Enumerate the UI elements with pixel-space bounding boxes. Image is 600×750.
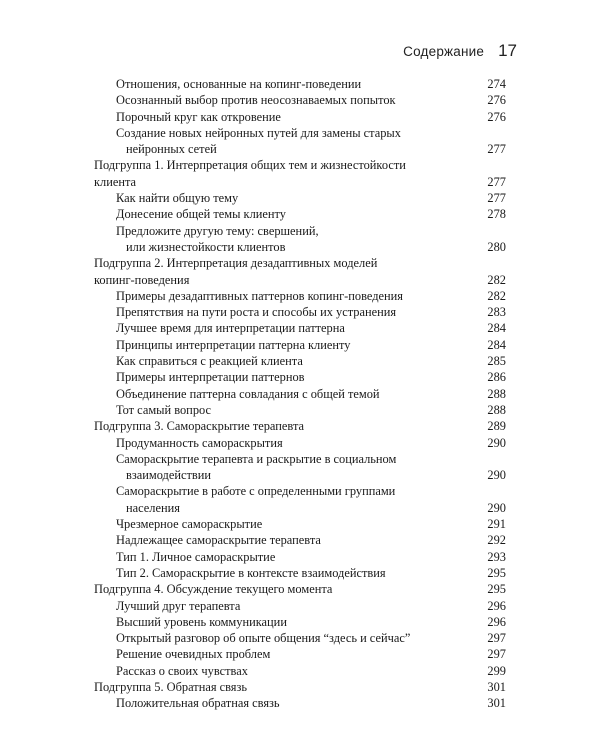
toc-entry-title [116, 646, 472, 662]
toc-entry-title-line: Тип 2. Самораскрытие в контексте взаимодействия [116, 565, 386, 580]
toc-section [94, 255, 506, 288]
toc-entry-title [116, 549, 472, 565]
toc-entry-page: 297 [487, 631, 506, 646]
toc-entry-title-line: Порочный круг как откровение [116, 109, 281, 124]
toc-entry-title-line: Чрезмерное самораскрытие [116, 517, 263, 532]
toc-entry-title-line: Самораскрытие в работе с определенными группами [116, 484, 396, 499]
toc-entry-page: 289 [487, 419, 506, 434]
toc-subsection [94, 549, 506, 565]
toc-entry-title [116, 483, 472, 516]
toc-entry-title-line: Осознанный выбор против неосознаваемых попыток [116, 93, 396, 108]
toc-subsection [94, 223, 506, 256]
toc-entry-page: 295 [487, 565, 506, 580]
toc-subsection [94, 532, 506, 548]
toc-entry-page: 288 [487, 402, 506, 417]
toc-entry-title [116, 337, 472, 353]
toc-entry-title-line: Принципы интерпретации паттерна клиенту [116, 337, 351, 352]
toc-subsection [94, 76, 506, 92]
toc-entry-page: 277 [487, 142, 506, 157]
toc-entry-title-line: Отношения, основанные на копинг-поведении [116, 77, 362, 91]
toc-entry-title-line: Подгруппа 5. Обратная связь [94, 679, 248, 694]
toc-entry-page: 290 [487, 468, 506, 483]
toc-entry-title-line: Тип 1. Личное самораскрытие [116, 549, 276, 564]
toc-entry-title [116, 76, 472, 92]
toc-entry-title [116, 695, 472, 711]
toc-entry-page: 299 [487, 663, 506, 678]
toc-entry-title [116, 386, 472, 402]
toc-entry-title-line: Подгруппа 2. Интерпретация дезадаптивных моделей [94, 256, 378, 271]
toc-subsection [94, 125, 506, 158]
toc-entry-page: 285 [487, 354, 506, 369]
toc-entry-title-line: Тот самый вопрос [116, 402, 212, 417]
toc-entry-title [116, 190, 472, 206]
toc-entry-page: 290 [487, 500, 506, 515]
toc-section [94, 679, 506, 695]
toc-subsection [94, 337, 506, 353]
toc-entry-title-line: Самораскрытие терапевта и раскрытие в социальном [116, 451, 397, 466]
toc-subsection [94, 695, 506, 711]
toc-entry-page: 283 [487, 305, 506, 320]
toc-entry-title-line: Объединение паттерна совладания с общей темой [116, 386, 380, 401]
toc-entry-title [116, 320, 472, 336]
toc-entry-page: 280 [487, 239, 506, 254]
toc-entry-title [116, 532, 472, 548]
toc-entry-title [116, 92, 472, 108]
toc-entry-title-line: Продуманность самораскрытия [116, 435, 283, 450]
toc-section [94, 581, 506, 597]
toc-entry-page: 296 [487, 598, 506, 613]
toc-entry-page: 276 [487, 109, 506, 124]
toc-subsection [94, 206, 506, 222]
toc-subsection [94, 435, 506, 451]
toc-entry-title [94, 157, 472, 190]
toc-entry-page: 282 [487, 288, 506, 303]
toc-entry-page: 301 [487, 696, 506, 711]
toc-entry-title-line: Как найти общую тему [116, 191, 239, 206]
toc-entry-title-line: Предложите другую тему: свершений, [116, 223, 319, 238]
toc-entry-title-line: Примеры дезадаптивных паттернов копинг-поведения [116, 288, 403, 303]
toc-entry-title-line: взаимодействии [126, 468, 212, 483]
table-of-contents [94, 76, 506, 712]
section-title: Содержание [403, 44, 485, 59]
toc-entry-title [116, 369, 472, 385]
toc-entry-title [116, 304, 472, 320]
toc-entry-page: 277 [487, 174, 506, 189]
toc-entry-title-line: Положительная обратная связь [116, 696, 280, 711]
toc-subsection [94, 614, 506, 630]
toc-entry-title-line: копинг-поведения [94, 272, 190, 287]
toc-subsection [94, 109, 506, 125]
toc-entry-page: 288 [487, 386, 506, 401]
toc-section [94, 157, 506, 190]
toc-entry-page: 278 [487, 207, 506, 222]
toc-entry-title [116, 402, 472, 418]
toc-entry-title-line: нейронных сетей [126, 142, 217, 157]
toc-entry-title-line: Подгруппа 1. Интерпретация общих тем и жизнестойкости [94, 158, 406, 173]
toc-section [94, 418, 506, 434]
toc-entry-title-line: Высший уровень коммуникации [116, 614, 287, 629]
toc-entry-title [116, 125, 472, 158]
toc-entry-page: 291 [487, 517, 506, 532]
toc-entry-title-line: клиента [94, 174, 137, 189]
toc-entry-title [116, 288, 472, 304]
running-header [403, 41, 517, 61]
toc-entry-title [116, 565, 472, 581]
toc-entry-title-line: Подгруппа 3. Самораскрытие терапевта [94, 419, 305, 434]
toc-entry-title [116, 206, 472, 222]
toc-subsection [94, 516, 506, 532]
toc-subsection [94, 190, 506, 206]
toc-subsection [94, 646, 506, 662]
toc-entry-title [116, 614, 472, 630]
toc-entry-title-line: Как справиться с реакцией клиента [116, 354, 303, 369]
toc-subsection [94, 92, 506, 108]
toc-entry-title-line: Лучший друг терапевта [116, 598, 241, 613]
toc-entry-title [94, 679, 472, 695]
toc-entry-page: 297 [487, 647, 506, 662]
toc-subsection [94, 451, 506, 484]
toc-entry-page: 296 [487, 614, 506, 629]
toc-entry-page: 301 [487, 679, 506, 694]
toc-subsection [94, 598, 506, 614]
toc-subsection [94, 353, 506, 369]
toc-entry-title [94, 255, 472, 288]
toc-entry-title-line: Донесение общей темы клиенту [116, 207, 286, 222]
toc-subsection [94, 565, 506, 581]
toc-entry-title [94, 418, 472, 434]
toc-entry-title-line: населения [126, 500, 180, 515]
toc-subsection [94, 369, 506, 385]
toc-subsection [94, 663, 506, 679]
toc-entry-title [116, 109, 472, 125]
toc-entry-page: 290 [487, 435, 506, 450]
toc-entry-page: 274 [487, 77, 506, 91]
toc-subsection [94, 288, 506, 304]
toc-entry-title-line: Препятствия на пути роста и способы их устранения [116, 305, 397, 320]
toc-entry-title-line: Надлежащее самораскрытие терапевта [116, 533, 321, 548]
toc-subsection [94, 483, 506, 516]
toc-entry-title [116, 630, 472, 646]
toc-entry-title [116, 451, 472, 484]
toc-entry-title [116, 353, 472, 369]
page-number: 17 [498, 41, 517, 60]
toc-subsection [94, 402, 506, 418]
toc-entry-title-line: Решение очевидных проблем [116, 647, 271, 662]
toc-entry-title-line: Примеры интерпретации паттернов [116, 370, 305, 385]
toc-entry-title-line: Создание новых нейронных путей для замены старых [116, 125, 401, 140]
toc-entry-title-line: Рассказ о своих чувствах [116, 663, 248, 678]
toc-entry-title-line: или жизнестойкости клиентов [126, 239, 286, 254]
toc-entry-title-line: Лучшее время для интерпретации паттерна [116, 321, 345, 336]
toc-entry-title [116, 598, 472, 614]
toc-entry-title-line: Открытый разговор об опыте общения “здесь и сейчас” [116, 631, 411, 646]
toc-subsection [94, 320, 506, 336]
toc-entry-page: 277 [487, 191, 506, 206]
toc-entry-title [116, 516, 472, 532]
toc-entry-title [116, 663, 472, 679]
toc-entry-page: 282 [487, 272, 506, 287]
toc-entry-page: 284 [487, 321, 506, 336]
toc-entry-page: 284 [487, 337, 506, 352]
toc-entry-title-line: Подгруппа 4. Обсуждение текущего момента [94, 582, 333, 597]
toc-entry-page: 295 [487, 582, 506, 597]
toc-entry-page: 276 [487, 93, 506, 108]
toc-entry-page: 293 [487, 549, 506, 564]
toc-entry-title [116, 223, 472, 256]
toc-entry-page: 286 [487, 370, 506, 385]
toc-subsection [94, 304, 506, 320]
toc-entry-title [116, 435, 472, 451]
toc-subsection [94, 630, 506, 646]
toc-subsection [94, 386, 506, 402]
toc-entry-page: 292 [487, 533, 506, 548]
toc-entry-title [94, 581, 472, 597]
